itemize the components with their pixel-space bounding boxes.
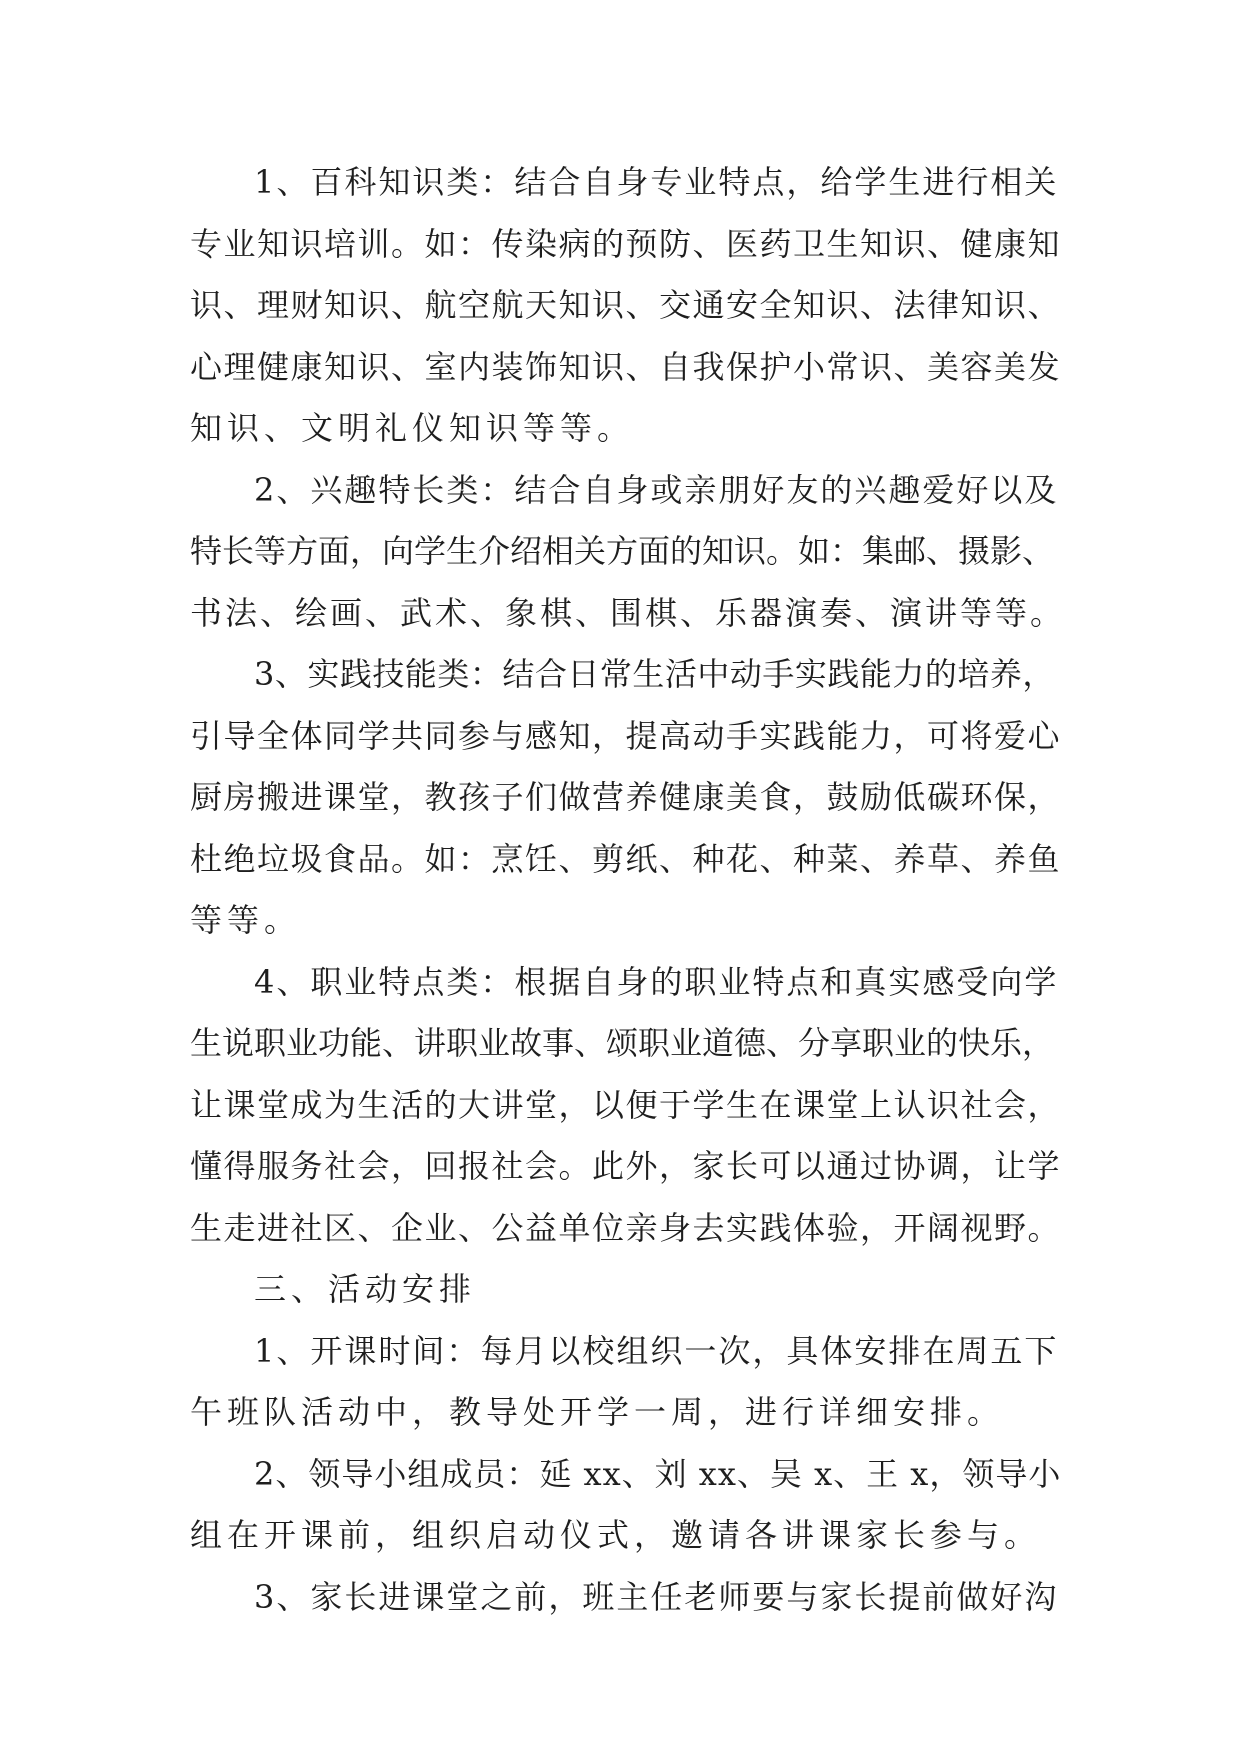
text-line: 杜绝垃圾食品。如：烹饪、剪纸、种花、种菜、养草、养鱼 [190,839,1062,878]
text-line: 等等。 [190,901,302,939]
text-line: 组在开课前，组织启动仪式，邀请各讲课家长参与。 [190,1516,1042,1554]
text-line: 生走进社区、企业、公益单位亲身去实践体验，开阔视野。 [190,1208,1062,1247]
text-line: 心理健康知识、室内装饰知识、自我保护小常识、美容美发 [190,347,1062,386]
text-line: 引导全体同学共同参与感知，提高动手实践能力，可将爱心 [190,716,1062,755]
text-line: 3、家长进课堂之前，班主任老师要与家长提前做好沟 [254,1577,1059,1616]
document-body [190,152,1065,1628]
text-line: 4、职业特点类：根据自身的职业特点和真实感受向学 [254,962,1059,1001]
text-line: 午班队活动中，教导处开学一周，进行详细安排。 [190,1393,1005,1431]
text-line: 生说职业功能、讲职业故事、颂职业道德、分享职业的快乐， [190,1024,1055,1062]
text-line: 让课堂成为生活的大讲堂，以便于学生在课堂上认识社会， [190,1085,1062,1124]
text-line: 厨房搬进课堂，教孩子们做营养健康美食，鼓励低碳环保， [190,778,1062,816]
text-line: 3、实践技能类：结合日常生活中动手实践能力的培养， [254,655,1055,693]
text-line: 特长等方面，向学生介绍相关方面的知识。如：集邮、摄影、 [190,532,1055,570]
text-line: 专业知识培训。如：传染病的预防、医药卫生知识、健康知 [190,224,1062,263]
text-line: 2、领导小组成员：延 xx、刘 xx、吴 x、王 x，领导小 [254,1454,1062,1493]
text-line: 懂得服务社会，回报社会。此外，家长可以通过协调，让学 [190,1147,1062,1185]
text-line: 识、理财知识、航空航天知识、交通安全知识、法律知识、 [190,286,1062,324]
text-line: 书法、绘画、武术、象棋、围棋、乐器演奏、演讲等等。 [190,593,1066,632]
text-line: 2、兴趣特长类：结合自身或亲朋好友的兴趣爱好以及 [254,470,1059,509]
section-heading: 三、活动安排 [254,1270,477,1308]
text-line: 知识、文明礼仪知识等等。 [190,409,635,447]
text-line: 1、开课时间：每月以校组织一次，具体安排在周五下 [254,1331,1059,1370]
text-line: 1、百科知识类：结合自身专业特点，给学生进行相关 [254,163,1059,201]
